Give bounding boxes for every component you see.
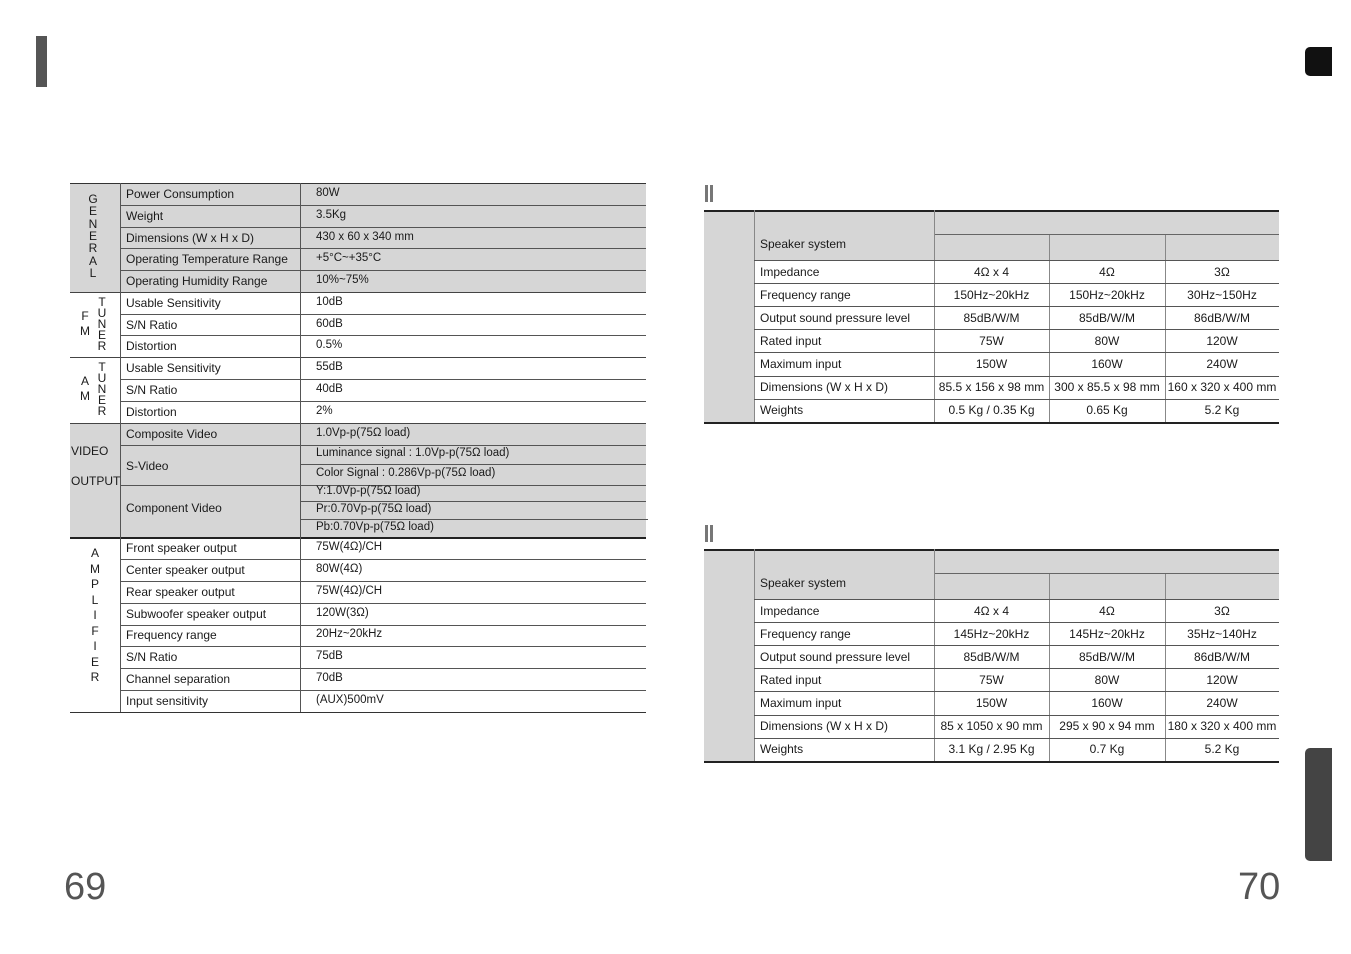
speaker-row-label: Output sound pressure level [760, 649, 911, 664]
speaker-row-value: 85dB/W/M [963, 310, 1020, 325]
speaker-row-value: 120W [1206, 333, 1238, 348]
group-label-letter: A [88, 253, 97, 268]
spec-row-value: 70dB [316, 672, 343, 685]
speaker-row-value: 86dB/W/M [1193, 649, 1250, 664]
group-label-letter: F [91, 623, 99, 638]
speaker-row-value: 160W [1091, 356, 1123, 371]
group-label-letter: L [91, 592, 99, 607]
spec-row-value: 60dB [316, 317, 343, 330]
speaker-row-value: 80W [1094, 333, 1120, 348]
spec-row-label: Dimensions (W x H x D) [126, 230, 255, 245]
speaker-row-label: Weights [760, 403, 804, 418]
tuner-band-letter: M [80, 389, 90, 403]
spec-row-label: Distortion [126, 405, 177, 419]
spec-row-value: Luminance signal : 1.0Vp-p(75Ω load) [316, 447, 510, 459]
group-label-letter: P [90, 577, 99, 591]
tuner-word-letter: R [97, 404, 107, 418]
speaker-row-label: Impedance [760, 603, 820, 618]
group-label-letter: I [93, 639, 97, 653]
speaker-row-label: Rated input [760, 333, 822, 348]
speaker-row-label: Output sound pressure level [760, 310, 911, 325]
spec-row-value: 1.0Vp-p(75Ω load) [316, 427, 411, 439]
spec-row-label: Input sensitivity [126, 694, 209, 709]
spec-row-label: Operating Humidity Range [126, 274, 268, 289]
spec-row-value: 20Hz~20kHz [316, 628, 383, 641]
spec-row-value: 3.5Kg [316, 208, 347, 221]
speaker-row-value: 5.2 Kg [1204, 403, 1240, 418]
spec-row-value: 80W [316, 186, 340, 199]
group-label-letter: N [88, 216, 98, 231]
speaker-row-value: 5.2 Kg [1204, 742, 1240, 757]
speaker-row-value: 75W [979, 672, 1004, 687]
speaker-row-label: Frequency range [760, 626, 851, 641]
speaker-row-value: 0.7 Kg [1089, 742, 1125, 757]
speaker-row-value: 85.5 x 156 x 98 mm [938, 380, 1045, 395]
spec-row-label: S-Video [126, 459, 169, 473]
speaker-row-value: 160 x 320 x 400 mm [1167, 380, 1277, 395]
speaker-row-value: 145Hz~20kHz [953, 626, 1030, 641]
spec-row-value: 75W(4Ω)/CH [316, 540, 383, 553]
speaker-row-value: 150W [975, 695, 1008, 710]
speaker-row-value: 4Ω x 4 [974, 264, 1009, 279]
spec-row-value: 0.5% [316, 339, 343, 352]
speaker-header-shade [754, 549, 1279, 599]
spec-row-label: Power Consumption [126, 186, 235, 201]
rule-line [934, 573, 1279, 574]
speaker-row-value: 4Ω x 4 [974, 603, 1009, 618]
spec-row-value: 10%~75% [316, 274, 369, 287]
tuner-word-letter: R [97, 339, 107, 353]
speaker-row-value: 80W [1094, 672, 1120, 687]
spec-row-label: Rear speaker output [126, 584, 235, 599]
spec-row-label: S/N Ratio [126, 383, 178, 397]
speaker-row-label: Maximum input [760, 695, 842, 710]
spec-row-label: Frequency range [126, 628, 217, 643]
spec-row-value: 430 x 60 x 340 mm [316, 230, 414, 243]
spec-row-label: Center speaker output [126, 562, 245, 577]
group-label-letter: E [88, 228, 97, 243]
speaker-row-label: Frequency range [760, 287, 851, 302]
speaker-row-value: 150Hz~20kHz [1069, 287, 1145, 302]
rule-line [754, 738, 1279, 739]
speaker-row-value: 295 x 90 x 94 mm [1059, 719, 1155, 734]
speaker-row-value: 4Ω [1099, 603, 1115, 618]
group-label-letter: R [90, 670, 100, 684]
rule-line [754, 622, 1279, 623]
group-label-letter: I [93, 608, 97, 622]
speaker-row-value: 145Hz~20kHz [1069, 626, 1145, 641]
tuner-word-letter: N [97, 317, 107, 331]
page-number-right: 70 [1238, 866, 1281, 908]
speaker-row-value: 180 x 320 x 400 mm [1167, 719, 1277, 734]
group-label-letter: E [88, 204, 97, 219]
tuner-band-letter: M [80, 324, 90, 338]
speaker-system-header: Speaker system [760, 576, 847, 590]
speaker-row-value: 4Ω [1099, 264, 1115, 279]
rule-line [754, 599, 1279, 600]
speaker-row-label: Weights [760, 742, 804, 757]
speaker-row-label: Dimensions (W x H x D) [760, 719, 889, 734]
spec-row-value: (AUX)500mV [316, 694, 384, 707]
spec-row-label: Subwoofer speaker output [126, 606, 267, 621]
speaker-row-value: 86dB/W/M [1193, 310, 1250, 325]
speaker-row-value: 85dB/W/M [1078, 649, 1135, 664]
column-line [754, 549, 755, 761]
speaker-row-value: 3Ω [1214, 603, 1230, 618]
rule-line [704, 761, 1279, 763]
speaker-row-label: Rated input [760, 672, 822, 687]
spec-row-value: 80W(4Ω) [316, 562, 363, 575]
tuner-word-letter: N [97, 382, 107, 396]
spec-row-label: Usable Sensitivity [126, 361, 221, 375]
spec-row-value: 75dB [316, 650, 343, 663]
spec-row-value: Pb:0.70Vp-p(75Ω load) [316, 521, 434, 533]
speaker-row-value: 300 x 85.5 x 98 mm [1054, 380, 1160, 395]
tuner-word-letter: U [97, 371, 107, 385]
group-label-letter: M [90, 561, 100, 576]
rule-line [754, 691, 1279, 692]
speaker-row-value: 85dB/W/M [963, 649, 1020, 664]
spec-row-label: Weight [126, 208, 164, 223]
tuner-word-letter: T [98, 360, 106, 374]
spec-row-label: Usable Sensitivity [126, 295, 221, 310]
speaker-row-label: Impedance [760, 264, 820, 279]
speaker-row-value: 160W [1091, 695, 1123, 710]
spec-row-value: 120W(3Ω) [316, 606, 369, 619]
rule-line [754, 715, 1279, 716]
spec-row-label: Composite Video [126, 427, 218, 441]
speaker-row-value: 85 x 1050 x 90 mm [940, 719, 1043, 734]
speaker-row-value: 35Hz~140Hz [1187, 626, 1257, 641]
rule-line [754, 645, 1279, 646]
spec-row-label: Channel separation [126, 672, 231, 687]
group-label-letter: R [88, 241, 98, 256]
speaker-row-value: 0.5 Kg / 0.35 Kg [948, 403, 1035, 418]
tuner-word-letter: E [97, 328, 106, 342]
spec-row-label: S/N Ratio [126, 317, 178, 332]
spec-row-value: Pr:0.70Vp-p(75Ω load) [316, 503, 432, 515]
spec-row-label: Front speaker output [126, 540, 237, 555]
group-label-letter: E [90, 654, 99, 669]
speaker-row-value: 240W [1206, 695, 1238, 710]
tuner-band-letter: A [80, 374, 89, 388]
rule-line [754, 668, 1279, 669]
group-label-letter: A [90, 546, 99, 560]
spec-row-value: 75W(4Ω)/CH [316, 584, 383, 597]
speaker-row-value: 150W [975, 356, 1008, 371]
page-number-left: 69 [64, 866, 107, 908]
spec-row-label: Distortion [126, 339, 177, 354]
group-label-letter: G [88, 192, 98, 206]
tuner-band-letter: F [81, 309, 89, 323]
spec-row-value: 10dB [316, 295, 343, 308]
speaker-row-value: 240W [1206, 356, 1238, 371]
speaker-row-value: 3.1 Kg / 2.95 Kg [948, 742, 1035, 757]
speaker-row-value: 30Hz~150Hz [1187, 287, 1257, 302]
speaker-group-shade [704, 549, 754, 761]
spec-row-value: 55dB [316, 361, 343, 373]
speaker-row-value: 3Ω [1214, 264, 1230, 279]
video-output-label: VIDEO [71, 444, 109, 458]
speaker-row-value: 75W [979, 333, 1004, 348]
spec-row-value: 2% [316, 405, 333, 417]
spec-row-label: S/N Ratio [126, 650, 178, 665]
speaker-row-value: 85dB/W/M [1078, 310, 1135, 325]
video-output-label: OUTPUT [71, 474, 121, 488]
spec-row-label: Component Video [126, 501, 222, 515]
spec-row-label: Operating Temperature Range [126, 252, 288, 267]
tuner-word-letter: U [97, 306, 107, 320]
speaker-row-value: 0.65 Kg [1086, 403, 1128, 418]
tuner-word-letter: E [97, 393, 106, 407]
spec-row-value: Color Signal : 0.286Vp-p(75Ω load) [316, 467, 496, 479]
speaker-row-value: 120W [1206, 672, 1238, 687]
speaker-row-label: Dimensions (W x H x D) [760, 380, 889, 395]
rule-line [704, 549, 1279, 551]
speaker-row-value: 150Hz~20kHz [953, 287, 1030, 302]
spec-row-value: 40dB [316, 383, 343, 395]
speaker-row-label: Maximum input [760, 356, 842, 371]
group-label-letter: L [89, 265, 97, 280]
tuner-word-letter: T [98, 295, 106, 309]
spec-row-value: Y:1.0Vp-p(75Ω load) [316, 485, 421, 497]
spec-row-value: +5°C~+35°C [316, 252, 382, 265]
speaker-system-header: Speaker system [760, 237, 847, 251]
